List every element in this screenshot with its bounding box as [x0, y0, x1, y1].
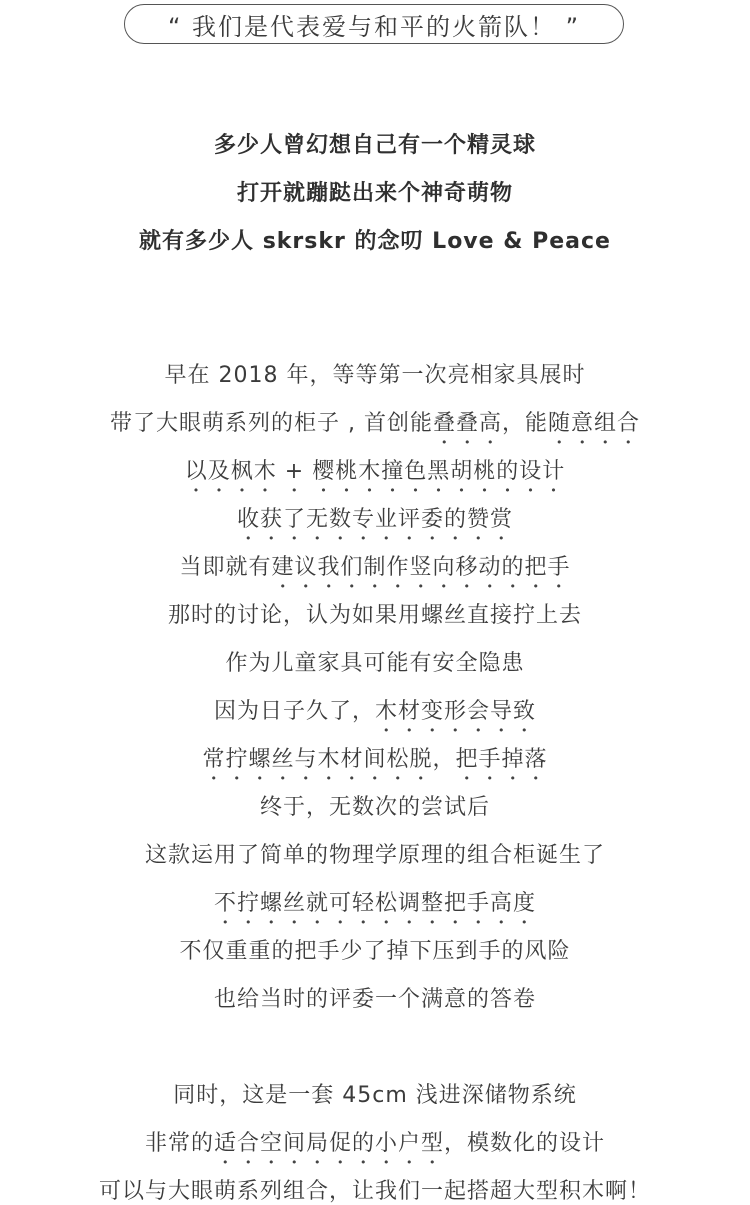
story-line: 当即就有建议我们制作竖向移动的把手	[179, 555, 571, 580]
emphasis-text: 收获了无数专业评委的赞赏	[236, 507, 513, 532]
story-line: 因为日子久了，木材变形会导致	[213, 699, 537, 724]
closing-line: 可以与大眼萌系列组合，让我们一起搭超大型积木啊！	[98, 1179, 651, 1204]
intro-line: 多少人曾幻想自己有一个精灵球	[213, 133, 536, 158]
story-line: 常拧螺丝与木材间松脱，把手掉落	[202, 747, 548, 772]
story-line: 那时的讨论，认为如果用螺丝直接拧上去	[167, 603, 582, 628]
intro-line: 打开就蹦跶出来个神奇萌物	[236, 181, 513, 206]
emphasis-text: 适合空间局促的小户型	[213, 1131, 444, 1156]
emphasis-text: 常拧螺丝与木材间松脱	[202, 747, 433, 772]
story-line	[0, 502, 750, 545]
story-line: 这款运用了简单的物理学原理的组合柜诞生了	[144, 843, 605, 868]
story-line: 带了大眼萌系列的柜子 , 首创能叠叠高，能随意组合	[109, 411, 641, 436]
emphasis-text: 以及枫木 + 樱桃木撞色黑胡桃的设计	[184, 459, 566, 484]
emphasis-text: 叠叠高	[432, 411, 502, 436]
intro-line: 就有多少人 skrskr 的念叨 Love & Peace	[139, 229, 611, 254]
emphasis-text: 建议我们制作竖向移动的把手	[271, 555, 571, 580]
story-line: 终于，无数次的尝试后	[259, 795, 490, 820]
closing-line: 同时，这是一套 45cm 浅进深储物系统	[173, 1083, 577, 1108]
emphasis-text: 把手掉落	[455, 747, 548, 772]
story-line: 也给当时的评委一个满意的答卷	[213, 987, 536, 1012]
story-line	[0, 886, 750, 929]
emphasis-text: 木材变形会导致	[375, 699, 537, 724]
slogan-pill	[124, 4, 624, 44]
emphasis-text: 不拧螺丝就可轻松调整把手高度	[213, 891, 536, 916]
slogan-text: “ 我们是代表爱与和平的火箭队！ ”	[167, 12, 581, 41]
story-line: 早在 2018 年，等等第一次亮相家具展时	[164, 363, 586, 388]
emphasis-text: 随意组合	[548, 411, 641, 436]
closing-line: 非常的适合空间局促的小户型，模数化的设计	[144, 1131, 606, 1156]
story-line: 作为儿童家具可能有安全隐患	[225, 651, 525, 676]
story-line	[0, 454, 750, 497]
story-line: 不仅重重的把手少了掉下压到手的风险	[179, 939, 571, 964]
